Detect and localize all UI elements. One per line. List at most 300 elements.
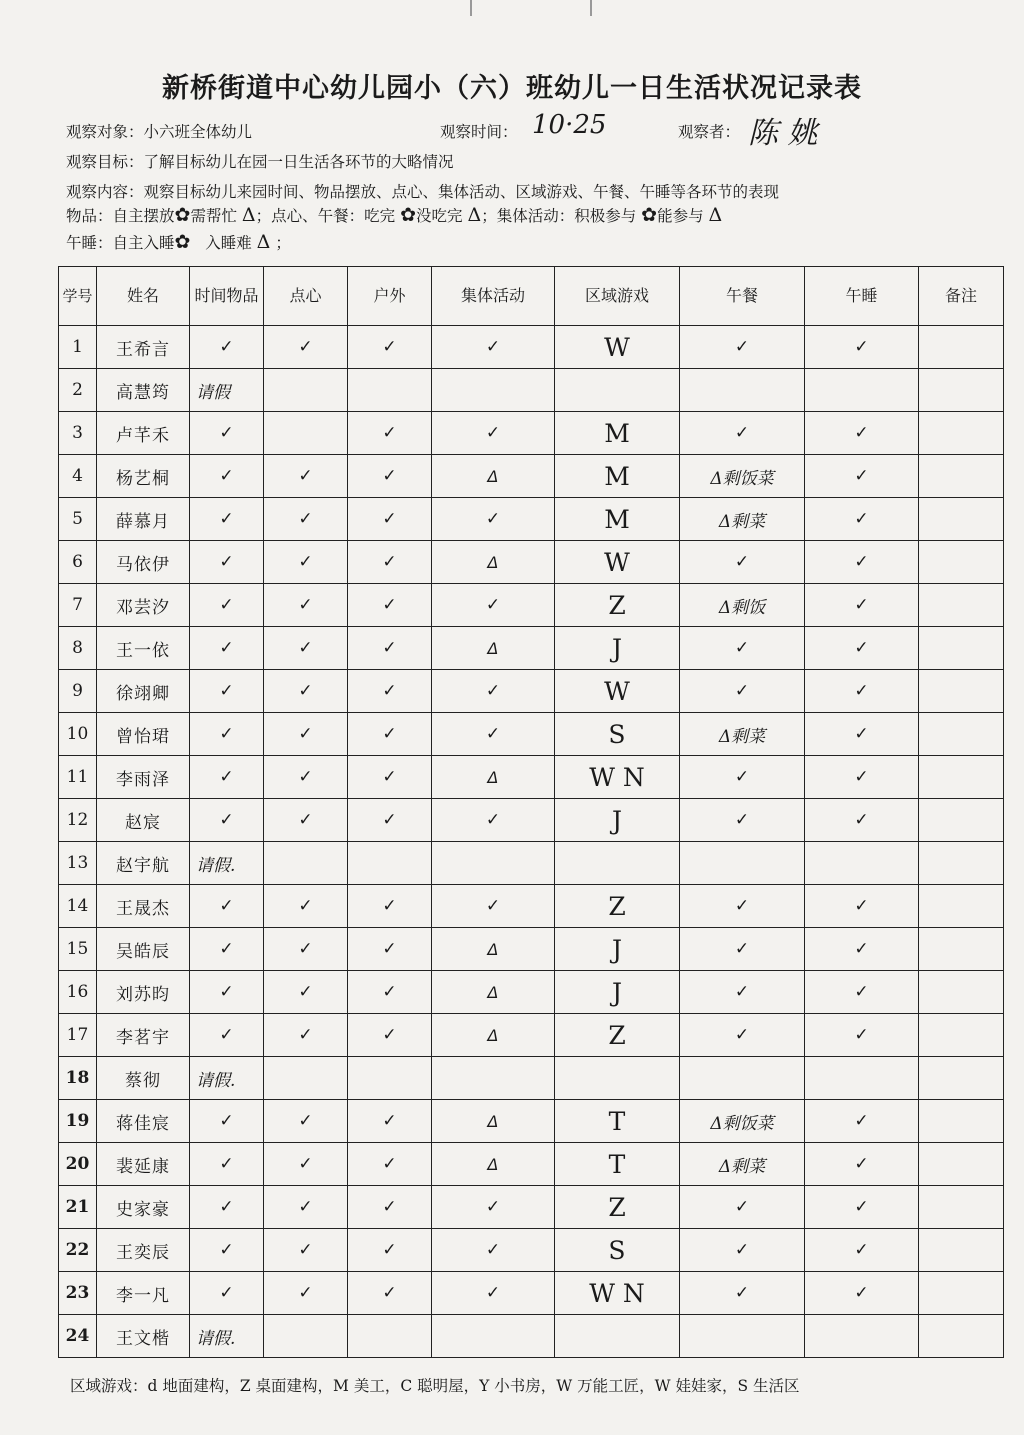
header-note: 备注	[919, 267, 1004, 326]
cell-time: ✓	[190, 541, 264, 584]
cell-num: 3	[59, 412, 97, 455]
cell-nap: ✓	[805, 541, 919, 584]
star-icon: ✿	[400, 204, 416, 226]
cell-num: 22	[59, 1229, 97, 1272]
cell-group	[432, 842, 555, 885]
header-nap: 午睡	[805, 267, 919, 326]
cell-lunch: Δ剩菜	[680, 498, 805, 541]
legend-text: 需帮忙	[190, 207, 237, 225]
cell-note	[919, 1100, 1004, 1143]
header-snack: 点心	[264, 267, 348, 326]
cell-lunch: ✓	[680, 928, 805, 971]
cell-group: Δ	[432, 1014, 555, 1057]
cell-time: ✓	[190, 326, 264, 369]
cell-note	[919, 971, 1004, 1014]
cell-snack: ✓	[264, 928, 348, 971]
cell-time: ✓	[190, 885, 264, 928]
cell-nap: ✓	[805, 326, 919, 369]
cell-note	[919, 713, 1004, 756]
legend-line-1	[66, 204, 722, 226]
cell-group	[432, 369, 555, 412]
cell-lunch: ✓	[680, 971, 805, 1014]
cell-lunch: ✓	[680, 799, 805, 842]
cell-time: ✓	[190, 713, 264, 756]
cell-group: ✓	[432, 584, 555, 627]
cell-nap: ✓	[805, 885, 919, 928]
cell-nap: ✓	[805, 1272, 919, 1315]
cell-num: 18	[59, 1057, 97, 1100]
cell-lunch: ✓	[680, 885, 805, 928]
cell-name: 赵宇航	[97, 842, 190, 885]
cell-time: 请假.	[190, 1057, 264, 1100]
cell-note	[919, 885, 1004, 928]
cell-num: 10	[59, 713, 97, 756]
cell-lunch: ✓	[680, 412, 805, 455]
cell-snack: ✓	[264, 1186, 348, 1229]
cell-num: 21	[59, 1186, 97, 1229]
content-value: 观察目标幼儿来园时间、物品摆放、点心、集体活动、区域游戏、午餐、午睡等各环节的表现	[143, 183, 780, 201]
cell-time: ✓	[190, 1229, 264, 1272]
cell-group: Δ	[432, 971, 555, 1014]
header-area: 区域游戏	[555, 267, 680, 326]
cell-snack: ✓	[264, 455, 348, 498]
cell-note	[919, 1272, 1004, 1315]
cell-snack	[264, 1057, 348, 1100]
cell-time: ✓	[190, 1014, 264, 1057]
cell-time: 请假	[190, 369, 264, 412]
cell-snack: ✓	[264, 885, 348, 928]
table-header-row	[59, 267, 1004, 326]
observer-label: 观察者：	[678, 123, 741, 141]
legend-text: 能参与	[657, 207, 704, 225]
legend-line-2	[66, 231, 291, 253]
cell-num: 15	[59, 928, 97, 971]
cell-snack: ✓	[264, 584, 348, 627]
cell-area	[555, 1315, 680, 1358]
cell-nap: ✓	[805, 412, 919, 455]
star-icon: ✿	[641, 204, 658, 226]
cell-note	[919, 670, 1004, 713]
cell-group: ✓	[432, 1186, 555, 1229]
cell-num: 8	[59, 627, 97, 670]
cell-snack: ✓	[264, 627, 348, 670]
triangle-icon: Δ	[708, 204, 723, 226]
cell-name: 赵宸	[97, 799, 190, 842]
cell-num: 6	[59, 541, 97, 584]
cell-snack: ✓	[264, 1272, 348, 1315]
observer-signature: 陈 姚	[748, 116, 818, 151]
cell-area: W	[555, 326, 680, 369]
cell-name: 王奕辰	[97, 1229, 190, 1272]
cell-nap: ✓	[805, 1100, 919, 1143]
cell-nap: ✓	[805, 1229, 919, 1272]
cell-outdoor	[348, 1057, 432, 1100]
cell-area: W N	[555, 1272, 680, 1315]
cell-area: W	[555, 541, 680, 584]
cell-num: 14	[59, 885, 97, 928]
cell-area: M	[555, 498, 680, 541]
table-row	[59, 584, 1004, 627]
cell-num: 23	[59, 1272, 97, 1315]
cell-note	[919, 1143, 1004, 1186]
cell-outdoor	[348, 842, 432, 885]
cell-num: 9	[59, 670, 97, 713]
cell-outdoor: ✓	[348, 1186, 432, 1229]
cell-nap: ✓	[805, 1014, 919, 1057]
table-row	[59, 1057, 1004, 1100]
cell-name: 王一依	[97, 627, 190, 670]
table-row	[59, 1100, 1004, 1143]
cell-note	[919, 799, 1004, 842]
cell-nap: ✓	[805, 670, 919, 713]
cell-group: Δ	[432, 455, 555, 498]
cell-nap: ✓	[805, 627, 919, 670]
cell-group: Δ	[432, 627, 555, 670]
cell-nap: ✓	[805, 455, 919, 498]
cell-note	[919, 541, 1004, 584]
cell-note	[919, 842, 1004, 885]
triangle-icon: Δ	[467, 204, 482, 226]
cell-note	[919, 1229, 1004, 1272]
info-line-2	[66, 150, 454, 172]
cell-time: ✓	[190, 799, 264, 842]
cell-note	[919, 584, 1004, 627]
header-group: 集体活动	[432, 267, 555, 326]
cell-outdoor	[348, 1315, 432, 1358]
cell-nap: ✓	[805, 799, 919, 842]
cell-area: Z	[555, 1014, 680, 1057]
table-row	[59, 1315, 1004, 1358]
cell-group: ✓	[432, 1229, 555, 1272]
legend-text: ；集体活动：积极参与	[481, 207, 637, 225]
cell-outdoor: ✓	[348, 541, 432, 584]
cell-snack: ✓	[264, 326, 348, 369]
cell-num: 20	[59, 1143, 97, 1186]
cell-num: 17	[59, 1014, 97, 1057]
cell-time: ✓	[190, 1100, 264, 1143]
cell-name: 曾怡珺	[97, 713, 190, 756]
cell-name: 卢芊禾	[97, 412, 190, 455]
cell-nap	[805, 369, 919, 412]
cell-group: Δ	[432, 541, 555, 584]
cell-nap	[805, 1057, 919, 1100]
cell-outdoor: ✓	[348, 455, 432, 498]
cell-num: 24	[59, 1315, 97, 1358]
cell-name: 李一凡	[97, 1272, 190, 1315]
cell-outdoor: ✓	[348, 670, 432, 713]
cell-name: 蔡彻	[97, 1057, 190, 1100]
table-row	[59, 326, 1004, 369]
cell-area: S	[555, 1229, 680, 1272]
header-name: 姓名	[97, 267, 190, 326]
cell-note	[919, 455, 1004, 498]
legend-text: 没吃完	[416, 207, 463, 225]
cell-outdoor: ✓	[348, 971, 432, 1014]
cell-outdoor: ✓	[348, 1143, 432, 1186]
table-row	[59, 412, 1004, 455]
cell-time: ✓	[190, 1186, 264, 1229]
cell-area: W N	[555, 756, 680, 799]
cell-snack: ✓	[264, 756, 348, 799]
header-num: 学号	[59, 267, 97, 326]
cell-nap: ✓	[805, 1186, 919, 1229]
cell-time: 请假.	[190, 1315, 264, 1358]
table-row	[59, 842, 1004, 885]
table-row	[59, 799, 1004, 842]
cell-lunch: ✓	[680, 627, 805, 670]
table-row	[59, 455, 1004, 498]
time-value: 10·25	[532, 110, 607, 140]
cell-num: 16	[59, 971, 97, 1014]
cell-note	[919, 627, 1004, 670]
cell-lunch	[680, 1057, 805, 1100]
cell-area	[555, 1057, 680, 1100]
cell-outdoor	[348, 369, 432, 412]
table-row	[59, 498, 1004, 541]
cell-snack: ✓	[264, 498, 348, 541]
cell-area	[555, 369, 680, 412]
cell-snack	[264, 412, 348, 455]
cell-snack: ✓	[264, 971, 348, 1014]
cell-lunch: ✓	[680, 670, 805, 713]
cell-area: M	[555, 412, 680, 455]
cell-name: 蒋佳宸	[97, 1100, 190, 1143]
cell-nap: ✓	[805, 498, 919, 541]
cell-group: ✓	[432, 799, 555, 842]
cell-group: ✓	[432, 713, 555, 756]
table-row	[59, 1014, 1004, 1057]
cell-time: ✓	[190, 584, 264, 627]
time-field	[440, 120, 518, 142]
cell-outdoor: ✓	[348, 928, 432, 971]
cell-note	[919, 369, 1004, 412]
cell-name: 马依伊	[97, 541, 190, 584]
cell-group: ✓	[432, 670, 555, 713]
table-row	[59, 1272, 1004, 1315]
time-label: 观察时间：	[440, 123, 518, 141]
cell-outdoor: ✓	[348, 885, 432, 928]
cell-lunch: ✓	[680, 1272, 805, 1315]
cell-nap	[805, 1315, 919, 1358]
goal-label: 观察目标：	[66, 153, 144, 171]
cell-time: ✓	[190, 971, 264, 1014]
header-lunch: 午餐	[680, 267, 805, 326]
cell-snack	[264, 842, 348, 885]
cell-nap: ✓	[805, 584, 919, 627]
cell-lunch: Δ剩饭菜	[680, 1100, 805, 1143]
cell-snack	[264, 369, 348, 412]
triangle-icon: Δ	[241, 204, 256, 226]
legend-text: ；点心、午餐：吃完	[255, 207, 396, 225]
subject-label: 观察对象：	[66, 123, 144, 141]
cell-snack: ✓	[264, 670, 348, 713]
cell-lunch	[680, 1315, 805, 1358]
cell-num: 11	[59, 756, 97, 799]
cell-outdoor: ✓	[348, 1100, 432, 1143]
table-row	[59, 369, 1004, 412]
cell-nap	[805, 842, 919, 885]
cell-time: ✓	[190, 1143, 264, 1186]
cell-time: ✓	[190, 670, 264, 713]
cell-time: ✓	[190, 455, 264, 498]
cell-lunch: Δ剩饭菜	[680, 455, 805, 498]
cell-snack: ✓	[264, 799, 348, 842]
cell-group: Δ	[432, 756, 555, 799]
punch-mark	[590, 0, 592, 16]
header-outdoor: 户外	[348, 267, 432, 326]
cell-note	[919, 1057, 1004, 1100]
info-line-1	[66, 120, 252, 142]
cell-outdoor: ✓	[348, 799, 432, 842]
cell-time: ✓	[190, 498, 264, 541]
legend-text: 物品：自主摆放	[66, 207, 175, 225]
goal-value: 了解目标幼儿在园一日生活各环节的大略情况	[143, 153, 454, 171]
cell-name: 史家豪	[97, 1186, 190, 1229]
cell-area: J	[555, 799, 680, 842]
cell-num: 12	[59, 799, 97, 842]
table-row	[59, 670, 1004, 713]
cell-nap: ✓	[805, 1143, 919, 1186]
cell-time: ✓	[190, 756, 264, 799]
cell-lunch: ✓	[680, 1014, 805, 1057]
cell-outdoor: ✓	[348, 713, 432, 756]
cell-num: 19	[59, 1100, 97, 1143]
star-icon: ✿	[174, 231, 191, 253]
cell-outdoor: ✓	[348, 584, 432, 627]
cell-time: 请假.	[190, 842, 264, 885]
cell-name: 王希言	[97, 326, 190, 369]
cell-outdoor: ✓	[348, 1229, 432, 1272]
cell-lunch: Δ剩菜	[680, 1143, 805, 1186]
record-table	[58, 266, 1004, 1358]
observer-field	[678, 120, 740, 142]
cell-outdoor: ✓	[348, 1272, 432, 1315]
cell-lunch: ✓	[680, 1186, 805, 1229]
cell-group: ✓	[432, 412, 555, 455]
cell-area: T	[555, 1143, 680, 1186]
cell-note	[919, 928, 1004, 971]
cell-group: ✓	[432, 326, 555, 369]
cell-outdoor: ✓	[348, 326, 432, 369]
cell-group: ✓	[432, 498, 555, 541]
cell-name: 刘苏昀	[97, 971, 190, 1014]
cell-lunch: ✓	[680, 326, 805, 369]
punch-mark	[470, 0, 472, 16]
table-row	[59, 971, 1004, 1014]
cell-name: 薛慕月	[97, 498, 190, 541]
table-row	[59, 885, 1004, 928]
table-row	[59, 1143, 1004, 1186]
cell-group: ✓	[432, 1272, 555, 1315]
legend-text: ；	[275, 234, 291, 252]
cell-group: Δ	[432, 928, 555, 971]
cell-lunch: ✓	[680, 1229, 805, 1272]
table-row	[59, 713, 1004, 756]
cell-note	[919, 412, 1004, 455]
cell-num: 13	[59, 842, 97, 885]
table-row	[59, 541, 1004, 584]
table-row	[59, 1229, 1004, 1272]
cell-outdoor: ✓	[348, 412, 432, 455]
cell-group: Δ	[432, 1143, 555, 1186]
header-time: 时间物品	[190, 267, 264, 326]
cell-area: M	[555, 455, 680, 498]
cell-time: ✓	[190, 627, 264, 670]
cell-group	[432, 1057, 555, 1100]
cell-snack: ✓	[264, 1143, 348, 1186]
cell-note	[919, 326, 1004, 369]
cell-name: 王晟杰	[97, 885, 190, 928]
cell-num: 5	[59, 498, 97, 541]
cell-area: W	[555, 670, 680, 713]
cell-lunch: ✓	[680, 541, 805, 584]
cell-num: 7	[59, 584, 97, 627]
cell-lunch: ✓	[680, 756, 805, 799]
cell-note	[919, 498, 1004, 541]
cell-name: 李雨泽	[97, 756, 190, 799]
cell-num: 2	[59, 369, 97, 412]
star-icon: ✿	[174, 204, 191, 226]
table-row	[59, 627, 1004, 670]
cell-snack: ✓	[264, 1100, 348, 1143]
cell-name: 吴皓辰	[97, 928, 190, 971]
cell-area: J	[555, 971, 680, 1014]
table-row	[59, 756, 1004, 799]
cell-area: J	[555, 627, 680, 670]
cell-time: ✓	[190, 928, 264, 971]
cell-outdoor: ✓	[348, 498, 432, 541]
info-line-3	[66, 180, 779, 202]
cell-snack	[264, 1315, 348, 1358]
cell-name: 裴延康	[97, 1143, 190, 1186]
cell-name: 杨艺桐	[97, 455, 190, 498]
cell-name: 李茗宇	[97, 1014, 190, 1057]
cell-outdoor: ✓	[348, 627, 432, 670]
table-row	[59, 1186, 1004, 1229]
cell-name: 高慧筠	[97, 369, 190, 412]
cell-lunch: Δ剩菜	[680, 713, 805, 756]
legend-text: 入睡难	[205, 234, 252, 252]
subject-value: 小六班全体幼儿	[143, 123, 253, 141]
table-row	[59, 928, 1004, 971]
cell-area: Z	[555, 885, 680, 928]
cell-area	[555, 842, 680, 885]
cell-group: Δ	[432, 1100, 555, 1143]
cell-num: 1	[59, 326, 97, 369]
cell-note	[919, 1315, 1004, 1358]
area-legend-footer: 区域游戏：d 地面建构，Z 桌面建构，M 美工，C 聪明屋，Y 小书房，W 万能工匠，W 娃娃家，S 生活区	[70, 1377, 800, 1395]
cell-note	[919, 1186, 1004, 1229]
cell-area: S	[555, 713, 680, 756]
cell-time: ✓	[190, 1272, 264, 1315]
cell-area: T	[555, 1100, 680, 1143]
cell-num: 4	[59, 455, 97, 498]
cell-lunch	[680, 369, 805, 412]
cell-group	[432, 1315, 555, 1358]
cell-nap: ✓	[805, 713, 919, 756]
content-label: 观察内容：	[66, 183, 144, 201]
cell-note	[919, 1014, 1004, 1057]
cell-name: 王文楷	[97, 1315, 190, 1358]
triangle-icon: Δ	[256, 231, 271, 253]
cell-area: Z	[555, 584, 680, 627]
cell-name: 徐翊卿	[97, 670, 190, 713]
cell-snack: ✓	[264, 1229, 348, 1272]
cell-lunch	[680, 842, 805, 885]
cell-group: ✓	[432, 885, 555, 928]
page-title: 新桥街道中心幼儿园小（六）班幼儿一日生活状况记录表	[162, 73, 862, 104]
cell-name: 邓芸汐	[97, 584, 190, 627]
